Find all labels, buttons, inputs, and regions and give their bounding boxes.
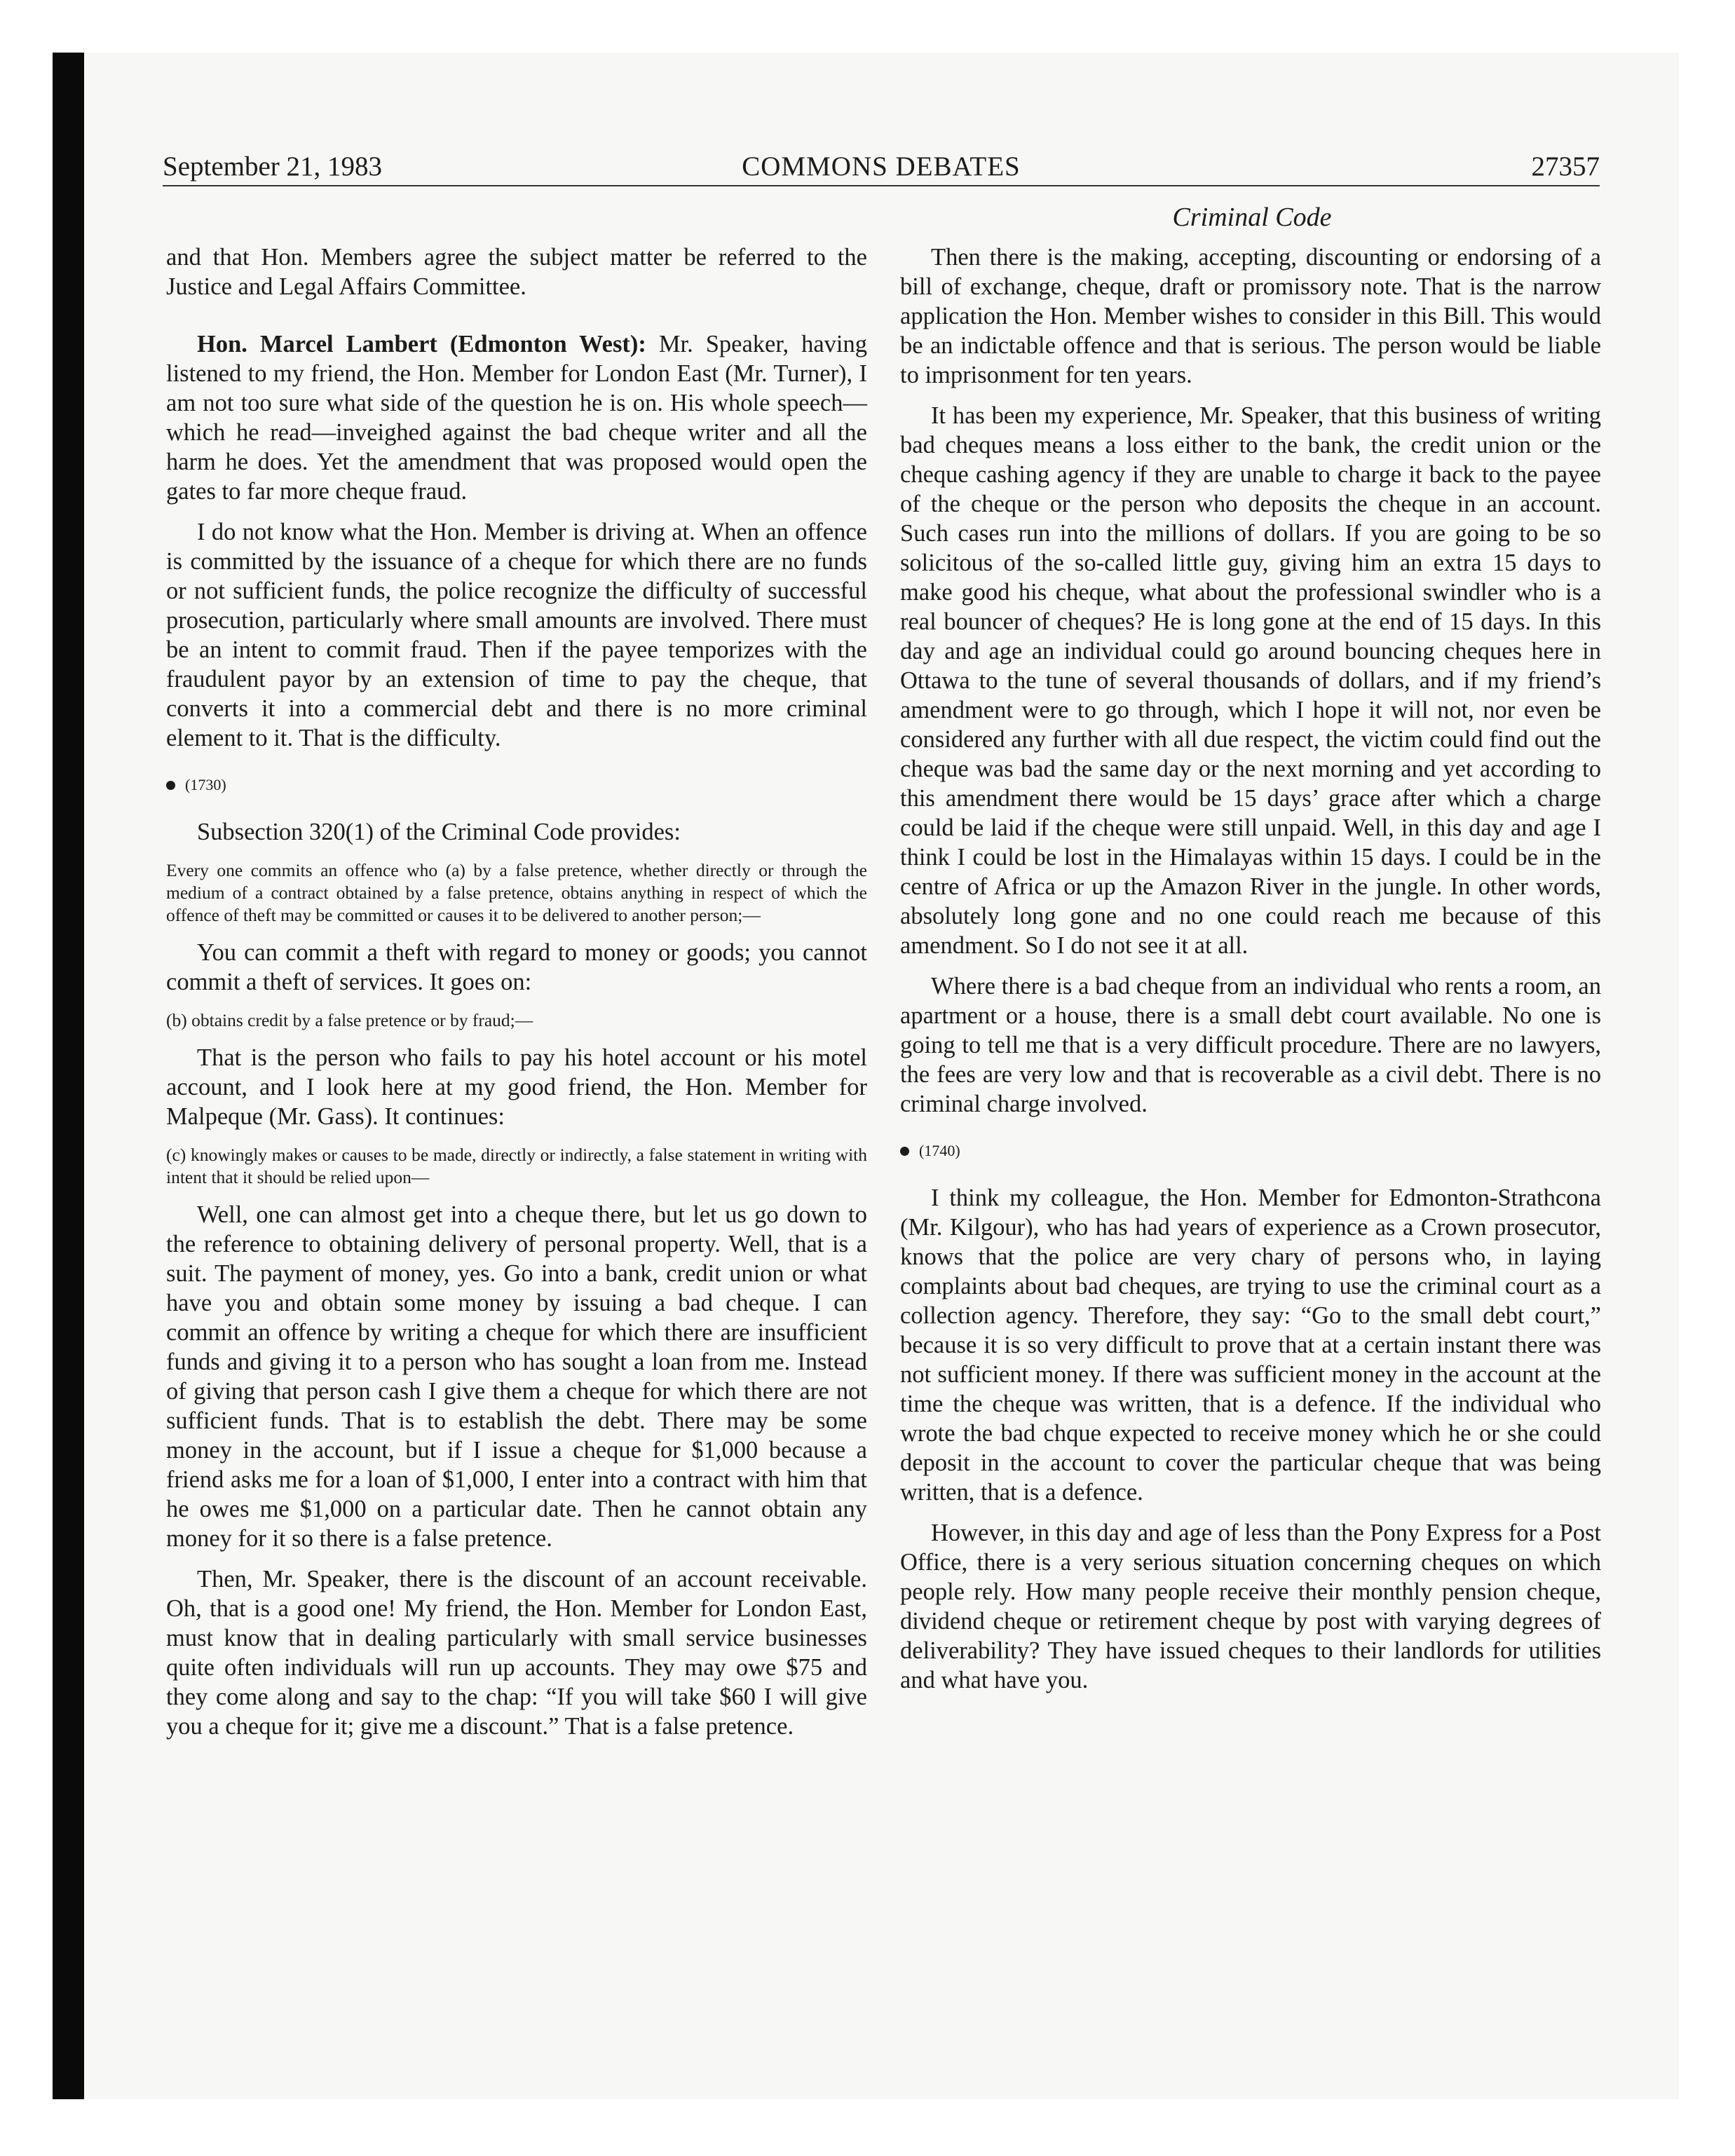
page-header bbox=[163, 149, 1600, 185]
left-column bbox=[166, 243, 867, 1741]
time-marker bbox=[166, 774, 867, 796]
paragraph: However, in this day and age of less than the Pony Express for a Post Office, there is a very serious situation concerning cheques on which people rely. How many people receive their monthly pension cheque, dividend cheque or retirement cheque by post with varying degrees of deliverability? They have issued cheques to their landlords for utilities and what have you. bbox=[900, 1520, 1601, 1693]
block-quote: (b) obtains credit by a false pretence or by fraud;— bbox=[166, 1010, 533, 1030]
scan-shadow-edge bbox=[53, 53, 84, 2099]
paragraph: Where there is a bad cheque from an individual who rents a room, an apartment or a house, there is a small debt court available. No one is going to tell me that is a very difficult procedure. There are no lawyers, the fees are very low and that is recoverable as a civil debt. There is no criminal charge involved. bbox=[900, 973, 1601, 1117]
paragraph: Subsection 320(1) of the Criminal Code provides: bbox=[197, 819, 681, 845]
paragraph: That is the person who fails to pay his hotel account or his motel account, and I look here at my good friend, the Hon. Member for Malpeque (Mr. Gass). It continues: bbox=[166, 1044, 867, 1130]
header-rule bbox=[163, 185, 1600, 186]
speaker-name: Hon. Marcel Lambert (Edmonton West): bbox=[197, 331, 646, 357]
block-quote: (c) knowingly makes or causes to be made, directly or indirectly, a false statement in writing with intent that it should be relied upon— bbox=[166, 1145, 867, 1187]
paragraph: Then, Mr. Speaker, there is the discount of an account receivable. Oh, that is a good one! My friend, the Hon. Member for London East, must know that in dealing particularly with small service businesses quite often individuals will run up accounts. They may owe $75 and they come along and say to the chap: “If you will take $60 I will give you a cheque for it; give me a discount.” That is a false pretence. bbox=[166, 1566, 867, 1740]
speech-text: Mr. Speaker, having listened to my friend, the Hon. Member for London East (Mr. Turner), I am not too sure what side of the question he is on. His whole speech—which he read—inveighed against the bad cheque writer and all the harm he does. Yet the amendment that was proposed would open the gates to far more cheque fraud. bbox=[166, 331, 867, 505]
paragraph: I think my colleague, the Hon. Member for Edmonton-Strathcona (Mr. Kilgour), who has had years of experience as a Crown prosecutor, knows that the police are very chary of persons who, in laying complaints about bad cheques, are trying to use the criminal court as a collection agency. Therefore, they say: “Go to the small debt court,” because it is so very difficult to prove that at a certain instant there was not sufficient money. If there was sufficient money in the account at the time the cheque was written, that is a defence. If the individual who wrote the bad chque expected to receive money which he or she could deposit in the account to cover the particular cheque that was being written, that is a defence. bbox=[900, 1185, 1601, 1506]
page-number: 27357 bbox=[1531, 151, 1600, 182]
paragraph: and that Hon. Members agree the subject matter be referred to the Justice and Legal Affairs Committee. bbox=[166, 244, 867, 300]
header-date: September 21, 1983 bbox=[163, 151, 383, 182]
paragraph: I do not know what the Hon. Member is driving at. When an offence is committed by the issuance of a cheque for which there are no funds or not sufficient funds, the police recognize the difficulty of successful prosecution, particularly where small amounts are involved. There must be an intent to commit fraud. Then if the payee temporizes with the fraudulent payor by an extension of time to pay the cheque, that converts it into a commercial debt and there is no more criminal element to it. That is the difficulty. bbox=[166, 519, 867, 751]
bullet-icon bbox=[900, 1147, 909, 1156]
time-marker bbox=[900, 1140, 1601, 1162]
running-title: Criminal Code bbox=[1172, 203, 1332, 232]
time-marker-label: (1740) bbox=[919, 1142, 960, 1159]
bullet-icon bbox=[166, 781, 175, 790]
paragraph: Well, one can almost get into a cheque there, but let us go down to the reference to obtaining delivery of personal property. Well, that is a suit. The payment of money, yes. Go into a bank, credit union or what have you and obtain some money by issuing a bad cheque. I can commit an offence by writing a cheque for which there are insufficient funds and giving it to a person who has sought a loan from me. Instead of giving that person cash I give them a cheque for which there are not sufficient funds. That is to establish the debt. There may be some money in the account, but if I issue a cheque for $1,000 because a friend asks me for a loan of $1,000, I enter into a contract with him that he owes me $1,000 on a particular date. Then he cannot obtain any money for it so there is a false pretence. bbox=[166, 1201, 867, 1552]
right-column bbox=[900, 243, 1601, 1695]
speech-paragraph bbox=[166, 329, 867, 506]
header-title: COMMONS DEBATES bbox=[742, 151, 1021, 182]
block-quote: Every one commits an offence who (a) by a false pretence, whether directly or through the medium of a contract obtained by a false pretence, obtains anything in respect of which the offence of theft may be committed or causes it to be delivered to another person;— bbox=[166, 860, 867, 925]
time-marker-label: (1730) bbox=[185, 776, 226, 793]
paragraph: It has been my experience, Mr. Speaker, that this business of writing bad cheques means a loss either to the bank, the credit union or the cheque cashing agency if they are unable to charge it back to the payee of the cheque or the person who deposits the cheque in an account. Such cases run into the millions of dollars. If you are going to be so solicitous of the so-called little guy, giving him an extra 15 days to make good his cheque, what about the professional swindler who is a real bouncer of cheques? He is long gone at the end of 15 days. In this day and age an individual could go around bouncing cheques here in Ottawa to the tune of several thousands of dollars, and if my friend’s amendment were to go through, which I hope it will not, nor even be considered any further with all due respect, the victim could find out the cheque was bad the same day or the next morning and yet according to this amendment there would be 15 days’ grace after which a charge could be laid if the cheque were still unpaid. Well, in this day and age I think I could be lost in the Himalayas within 15 days. I could be in the centre of Africa or up the Amazon River in the jungle. In other words, absolutely long gone and no one could reach me because of this amendment. So I do not see it at all. bbox=[900, 402, 1601, 959]
paragraph: You can commit a theft with regard to money or goods; you cannot commit a theft of services. It goes on: bbox=[166, 939, 867, 995]
paragraph: Then there is the making, accepting, discounting or endorsing of a bill of exchange, cheque, draft or promissory note. That is the narrow application the Hon. Member wishes to consider in this Bill. This would be an indictable offence and that is serious. The person would be liable to imprisonment for ten years. bbox=[900, 244, 1601, 388]
